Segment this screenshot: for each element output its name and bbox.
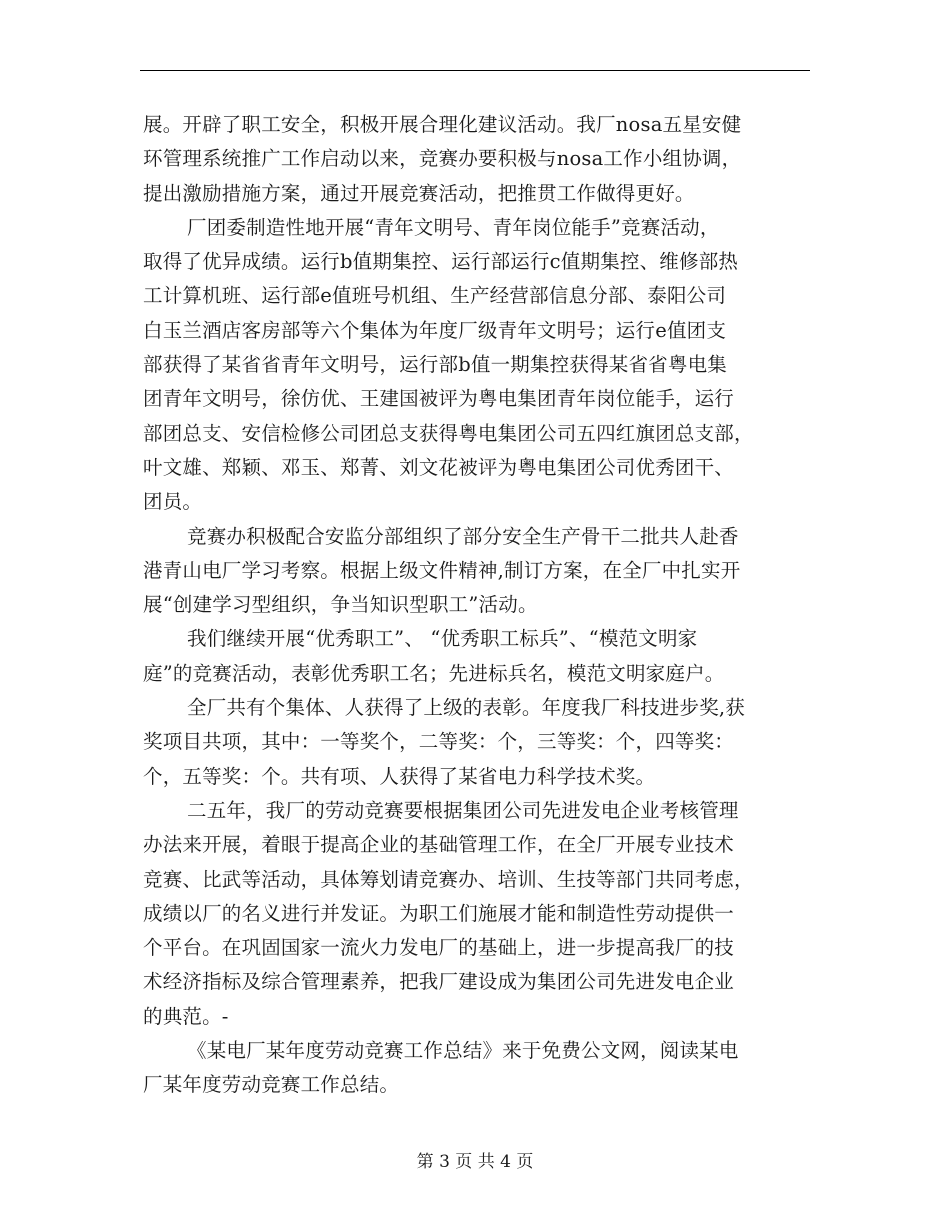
- text-line: 的典范。-: [143, 1004, 229, 1028]
- text-line: 奖项目共项，其中：一等奖个，二等奖：个，三等奖：个，四等奖：: [143, 730, 735, 754]
- document-body: [143, 108, 811, 1103]
- text-line: 取得了优异成绩。运行b值期集控、运行部运行c值期集控、维修部热: [143, 250, 739, 274]
- text-line: 白玉兰酒店客房部等六个集体为年度厂级青年文明号；运行e值团支: [143, 318, 727, 342]
- text-line: 办法来开展，着眼于提高企业的基础管理工作，在全厂开展专业技术: [143, 833, 735, 857]
- text-line: 部团总支、安信检修公司团总支获得粤电集团公司五四红旗团总支部，: [143, 421, 754, 445]
- text-line: 团员。: [143, 490, 203, 514]
- text-line: 工计算机班、运行部e值班号机组、生产经营部信息分部、泰阳公司: [143, 284, 727, 308]
- text-line: 全厂共有个集体、人获得了上级的表彰。年度我厂科技进步奖,获: [187, 696, 745, 720]
- text-line: 二五年，我厂的劳动竞赛要根据集团公司先进发电企业考核管理: [187, 798, 739, 822]
- text-line: 提出激励措施方案，通过开展竞赛活动，把推贯工作做得更好。: [143, 181, 695, 205]
- text-line: 我们继续开展“优秀职工”、 “优秀职工标兵”、“模范文明家: [187, 627, 698, 651]
- page-number: 第 3 页 共 4 页: [416, 1152, 534, 1172]
- text-line: 竞赛、比武等活动，具体筹划请竞赛办、培训、生技等部门共同考虑，: [143, 867, 754, 891]
- text-line: 环管理系统推广工作启动以来，竞赛办要积极与nosa工作小组协调，: [143, 147, 742, 171]
- text-line: 个平台。在巩固国家一流火力发电厂的基础上，进一步提高我厂的技: [143, 936, 735, 960]
- header-rule: [140, 70, 810, 71]
- text-line: 叶文雄、郑颖、邓玉、郑菁、刘文花被评为粤电集团公司优秀团干、: [143, 455, 735, 479]
- text-line: 团青年文明号，徐仿优、王建国被评为粤电集团青年岗位能手，运行: [143, 387, 735, 411]
- text-line: 术经济指标及综合管理素养，把我厂建设成为集团公司先进发电企业: [143, 970, 735, 994]
- text-line: 厂某年度劳动竞赛工作总结。: [143, 1073, 400, 1097]
- text-line: 部获得了某省省青年文明号，运行部b值一期集控获得某省省粤电集: [143, 353, 727, 377]
- text-line: 展。开辟了职工安全，积极开展合理化建议活动。我厂nosa五星安健: [143, 113, 742, 136]
- text-line: 个，五等奖：个。共有项、人获得了某省电力科学技术奖。: [143, 764, 656, 788]
- text-line: 港青山电厂学习考察。根据上级文件精神,制订方案，在全厂中扎实开: [143, 558, 741, 582]
- text-line: 《某电厂某年度劳动竞赛工作总结》来于免费公文网，阅读某电: [187, 1039, 739, 1063]
- text-line: 庭”的竞赛活动，表彰优秀职工名；先进标兵名，模范文明家庭户。: [143, 661, 725, 685]
- text-line: 展“创建学习型组织，争当知识型职工”活动。: [143, 593, 538, 617]
- text-line: 成绩以厂的名义进行并发证。为职工们施展才能和制造性劳动提供一: [143, 901, 735, 925]
- text-line: 竞赛办积极配合安监分部组织了部分安全生产骨干二批共人赴香: [187, 524, 739, 548]
- text-line: 厂团委制造性地开展“青年文明号、青年岗位能手”竞赛活动，: [187, 215, 720, 239]
